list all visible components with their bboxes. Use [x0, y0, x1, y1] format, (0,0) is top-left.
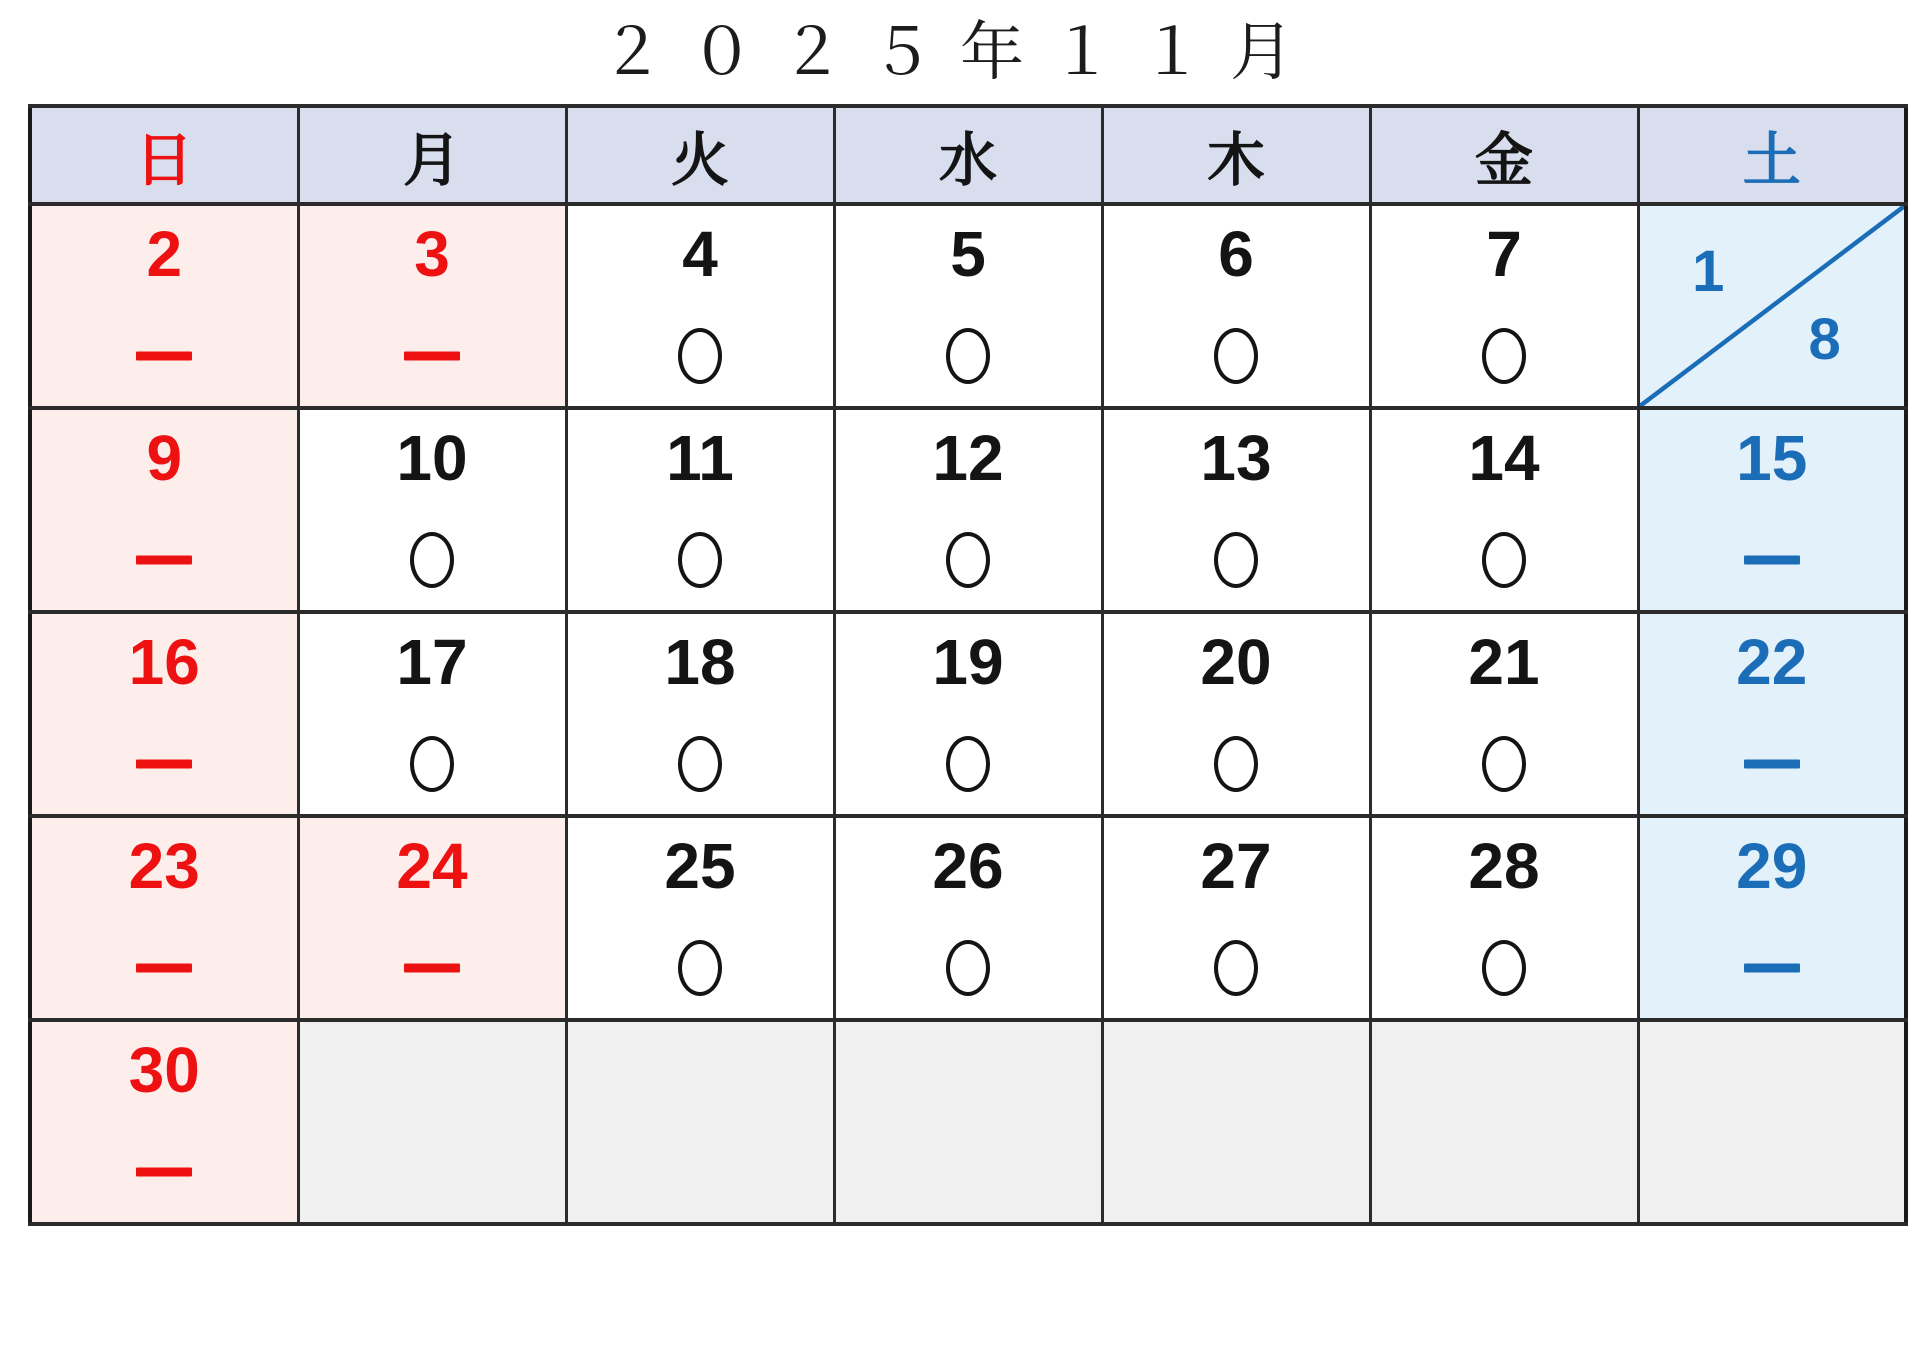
day-cell-21 — [1370, 612, 1638, 816]
day-number: 7 — [1486, 218, 1522, 290]
day-number: 21 — [1468, 626, 1540, 698]
day-cell-9 — [30, 408, 298, 612]
day-number: 27 — [1200, 830, 1272, 902]
day-number: 13 — [1200, 422, 1272, 494]
weekday-header-row — [30, 106, 1906, 204]
calendar-title: ２０２５年１１月 — [600, 16, 1320, 88]
day-cell-23 — [30, 816, 298, 1020]
weekday-header-2: 月 — [298, 106, 566, 204]
day-number: 18 — [664, 626, 736, 698]
empty-cell — [834, 1020, 1102, 1224]
day-number: 2 — [146, 218, 183, 290]
week-row-3 — [30, 612, 1906, 816]
day-cell-10 — [298, 408, 566, 612]
day-number: 4 — [682, 218, 718, 290]
closed-dash-mark — [1744, 760, 1800, 769]
open-circle-mark — [946, 940, 990, 996]
empty-cell — [1102, 1020, 1370, 1224]
day-cell-27 — [1102, 816, 1370, 1020]
empty-cell — [1370, 1020, 1638, 1224]
open-circle-mark — [1482, 736, 1526, 792]
day-cell-18 — [566, 612, 834, 816]
weekday-header-4: 水 — [834, 106, 1102, 204]
day-number: 19 — [932, 626, 1004, 698]
day-number: 23 — [128, 830, 200, 902]
day-number: 16 — [128, 626, 200, 698]
calendar-table — [28, 104, 1908, 1226]
week-row-2 — [30, 408, 1906, 612]
closed-dash-mark — [136, 964, 192, 973]
day-cell-3 — [298, 204, 566, 408]
day-cell-22 — [1638, 612, 1906, 816]
day-number: 12 — [932, 422, 1004, 494]
empty-cell — [566, 1020, 834, 1224]
open-circle-mark — [678, 736, 722, 792]
closed-dash-mark — [136, 760, 192, 769]
open-circle-mark — [946, 736, 990, 792]
weekday-header-6: 金 — [1370, 106, 1638, 204]
open-circle-mark — [946, 328, 990, 384]
open-circle-mark — [1214, 736, 1258, 792]
closed-dash-mark — [136, 556, 192, 565]
open-circle-mark — [1482, 532, 1526, 588]
day-cell-24 — [298, 816, 566, 1020]
day-number: 9 — [146, 422, 183, 494]
day-cell-25 — [566, 816, 834, 1020]
open-circle-mark — [678, 328, 722, 384]
open-circle-mark — [410, 532, 454, 588]
day-cell-16 — [30, 612, 298, 816]
day-number: 30 — [128, 1034, 200, 1106]
open-circle-mark — [1214, 532, 1258, 588]
day-cell-2 — [30, 204, 298, 408]
day-cell-28 — [1370, 816, 1638, 1020]
day-number: 28 — [1468, 830, 1540, 902]
day-number: 26 — [932, 830, 1004, 902]
closed-dash-mark — [1744, 556, 1800, 565]
day-cell-14 — [1370, 408, 1638, 612]
day-cell-11 — [566, 408, 834, 612]
day-cell-12 — [834, 408, 1102, 612]
day-cell-4 — [566, 204, 834, 408]
day-number: 11 — [666, 422, 734, 494]
day-number: 14 — [1468, 422, 1540, 494]
day-cell-1-8 — [1638, 204, 1906, 408]
open-circle-mark — [1214, 328, 1258, 384]
day-cell-29 — [1638, 816, 1906, 1020]
closed-dash-mark — [136, 352, 192, 361]
day-cell-20 — [1102, 612, 1370, 816]
open-circle-mark — [1482, 940, 1526, 996]
day-cell-5 — [834, 204, 1102, 408]
open-circle-mark — [410, 736, 454, 792]
closed-dash-mark — [1744, 964, 1800, 973]
open-circle-mark — [1482, 328, 1526, 384]
empty-cell — [1638, 1020, 1906, 1224]
weekday-header-7: 土 — [1638, 106, 1906, 204]
weekday-header-3: 火 — [566, 106, 834, 204]
day-number: 24 — [396, 830, 468, 902]
day-cell-15 — [1638, 408, 1906, 612]
day-cell-7 — [1370, 204, 1638, 408]
day-cell-19 — [834, 612, 1102, 816]
day-number: 22 — [1736, 626, 1808, 698]
calendar-body — [30, 204, 1906, 1224]
split-day-lower: 8 — [1808, 307, 1841, 372]
day-cell-26 — [834, 816, 1102, 1020]
weekday-header-5: 木 — [1102, 106, 1370, 204]
week-row-4 — [30, 816, 1906, 1020]
day-cell-17 — [298, 612, 566, 816]
open-circle-mark — [678, 940, 722, 996]
day-number: 5 — [950, 218, 986, 290]
open-circle-mark — [946, 532, 990, 588]
closed-dash-mark — [404, 352, 460, 361]
day-cell-6 — [1102, 204, 1370, 408]
open-circle-mark — [1214, 940, 1258, 996]
day-number: 15 — [1736, 422, 1808, 494]
empty-cell — [298, 1020, 566, 1224]
day-number: 10 — [396, 422, 468, 494]
closed-dash-mark — [136, 1168, 192, 1177]
weekday-header-1: 日 — [30, 106, 298, 204]
day-number: 6 — [1218, 218, 1254, 290]
day-number: 25 — [664, 830, 736, 902]
split-day-upper: 1 — [1692, 239, 1725, 304]
week-row-1 — [30, 204, 1906, 408]
diagonal-divider — [1640, 206, 1905, 406]
weekday-header-row-inner — [30, 106, 1906, 204]
day-number: 17 — [396, 626, 468, 698]
day-number: 3 — [414, 218, 450, 290]
day-cell-13 — [1102, 408, 1370, 612]
week-row-5 — [30, 1020, 1906, 1224]
day-number: 20 — [1200, 626, 1272, 698]
open-circle-mark — [678, 532, 722, 588]
day-cell-30 — [30, 1020, 298, 1224]
day-number: 29 — [1736, 830, 1808, 902]
closed-dash-mark — [404, 964, 460, 973]
